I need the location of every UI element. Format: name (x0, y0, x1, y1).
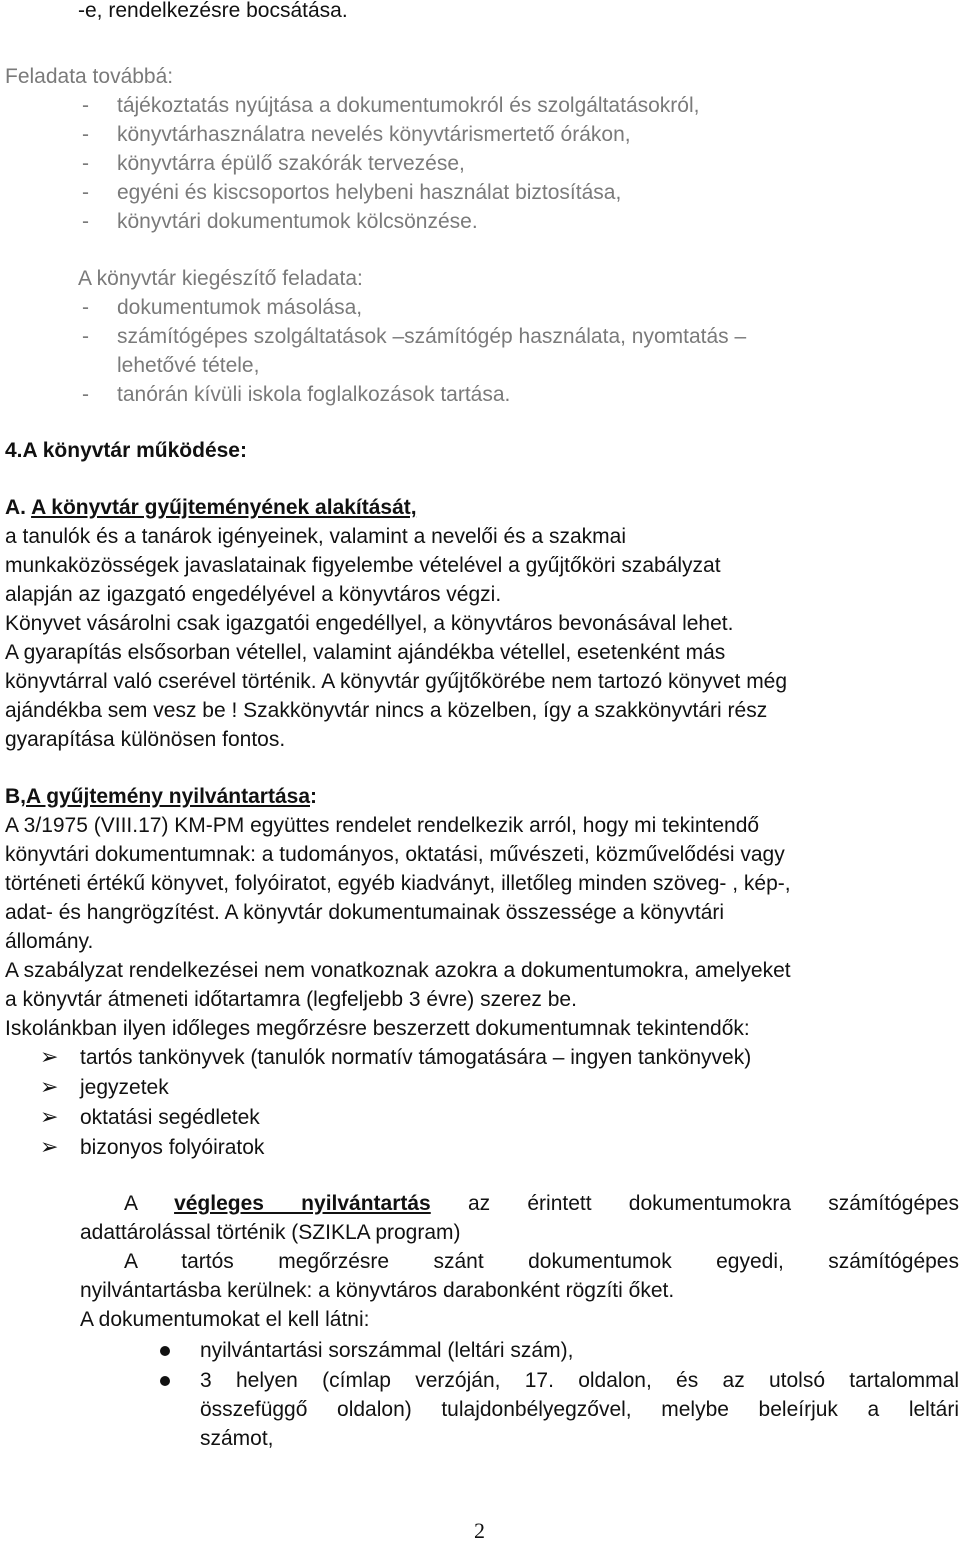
text-line: a tanulók és a tanárok igényeinek, valamint a nevelői és a szakmai (5, 525, 627, 548)
text-line: adat- és hangrögzítést. A könyvtár dokumentumainak összessége a könyvtári (5, 901, 725, 924)
final-paragraph-line: adattárolással történik (SZIKLA program) (80, 1221, 461, 1244)
text-line: állomány. (5, 930, 94, 953)
final-paragraph-line: nyilvántartásba kerülnek: a könyvtáros darabonként rögzíti őket. (80, 1279, 675, 1302)
arrow-bullet-icon: ➢ (40, 1074, 59, 1099)
arrow-bullet-icon: ➢ (40, 1104, 59, 1129)
text-line: könyvtári dokumentumnak: a tudományos, oktatási, művészeti, közművelődési vagy (5, 843, 785, 866)
text-line: történeti értékű könyvet, folyóiratot, egyéb kiadványt, illetőleg minden szöveg- , kép-, (5, 872, 791, 895)
arrow-bullet-icon: ➢ (40, 1134, 59, 1159)
text-line: A gyarapítás elsősorban vétellel, valamint ajándékba vétellel, esetenként más (5, 641, 726, 664)
text-line: Iskolánkban ilyen időleges megőrzésre beszerzett dokumentumnak tekintendők: (5, 1017, 750, 1040)
text-line: könyvtárral való cserével történik. A könyvtár gyűjtőkörébe nem tartozó könyvet még (5, 670, 788, 693)
bullet-dot-icon (160, 1376, 170, 1386)
text-line: A szabályzat rendelkezései nem vonatkoznak azokra a dokumentumokra, amelyeket (5, 959, 791, 982)
section-4-title: 4.A könyvtár működése: (5, 439, 247, 462)
text-line: A 3/1975 (VIII.17) KM-PM együttes rendelet rendelkezik arról, hogy mi tekintendő (5, 814, 760, 837)
final-paragraph-line: A tartós megőrzésre szánt dokumentumok egyedi, számítógépes (124, 1250, 959, 1273)
final-paragraph-line: A végleges nyilvántartás az érintett dokumentumokra számítógépes (124, 1192, 959, 1215)
bullet-dot-icon (160, 1346, 170, 1356)
final-paragraph-line: A dokumentumokat el kell látni: (80, 1308, 370, 1331)
section-b-heading: B,A gyűjtemény nyilvántartása: (5, 785, 317, 808)
text-line: gyarapítása különösen fontos. (5, 728, 286, 751)
tasks-heading: Feladata továbbá: (5, 65, 174, 88)
text-line: alapján az igazgató engedélyével a könyvtáros végzi. (5, 583, 502, 606)
page-number: 2 (474, 1518, 485, 1543)
supplementary-heading: A könyvtár kiegészítő feladata: (78, 267, 363, 290)
continuation-line: -e, rendelkezésre bocsátása. (78, 0, 348, 22)
arrow-bullet-icon: ➢ (40, 1044, 59, 1069)
text-line: Könyvet vásárolni csak igazgatói engedéllyel, a könyvtáros bevonásával lehet. (5, 612, 734, 635)
text-line: munkaközösségek javaslatainak figyelembe vételével a gyűjtőköri szabályzat (5, 554, 721, 577)
text-line: a könyvtár átmeneti időtartamra (legfeljebb 3 évre) szerez be. (5, 988, 577, 1011)
section-a-heading: A. A könyvtár gyűjteményének alakítását, (5, 496, 417, 519)
text-line: ajándékba sem vesz be ! Szakkönyvtár nincs a közelben, így a szakkönyvtári rész (5, 699, 768, 722)
